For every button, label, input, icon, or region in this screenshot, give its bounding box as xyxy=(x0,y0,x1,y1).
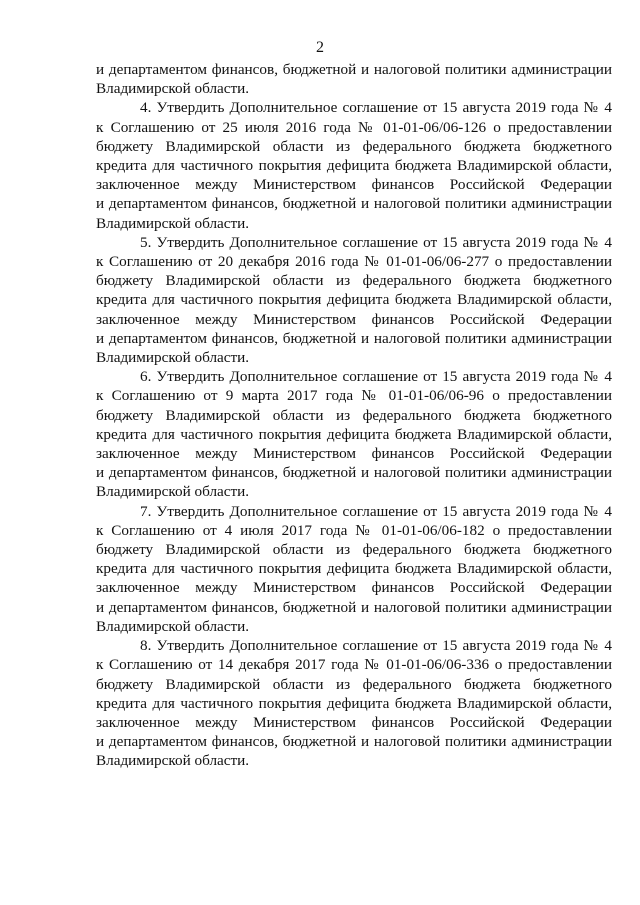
text-line: и департаментом финансов, бюджетной и налоговой политики администрации xyxy=(96,464,612,482)
text-line: и департаментом финансов, бюджетной и налоговой политики администрации xyxy=(96,598,612,616)
text-line: кредита для частичного покрытия дефицита бюджета Владимирской области, xyxy=(96,291,612,309)
text-line: Владимирской области. xyxy=(96,617,250,635)
paragraph xyxy=(96,367,612,501)
text-line: кредита для частичного покрытия дефицита бюджета Владимирской области, xyxy=(96,560,612,578)
text-line: 4. Утвердить Дополнительное соглашение от 15 августа 2019 года № 4 xyxy=(140,99,612,117)
text-line: кредита для частичного покрытия дефицита бюджета Владимирской области, xyxy=(96,425,612,443)
text-line: и департаментом финансов, бюджетной и налоговой политики администрации xyxy=(96,733,612,751)
text-line: заключенное между Министерством финансов Российской Федерации xyxy=(96,310,612,328)
text-line: к Соглашению от 9 марта 2017 года № 01-01-06/06-96 о предоставлении xyxy=(96,387,612,405)
text-line: и департаментом финансов, бюджетной и налоговой политики администрации xyxy=(96,61,612,78)
text-line: 6. Утвердить Дополнительное соглашение от 15 августа 2019 года № 4 xyxy=(140,368,612,386)
text-line: заключенное между Министерством финансов Российской Федерации xyxy=(96,445,612,463)
text-line: заключенное между Министерством финансов Российской Федерации xyxy=(96,713,612,731)
text-line: к Соглашению от 25 июля 2016 года № 01-01-06/06-126 о предоставлении xyxy=(96,118,612,136)
paragraph xyxy=(96,60,612,98)
text-line: 8. Утвердить Дополнительное соглашение от 15 августа 2019 года № 4 xyxy=(140,637,612,655)
paragraph xyxy=(96,98,612,232)
text-line: кредита для частичного покрытия дефицита бюджета Владимирской области, xyxy=(96,694,612,712)
text-line: 5. Утвердить Дополнительное соглашение от 15 августа 2019 года № 4 xyxy=(140,233,612,251)
text-line: кредита для частичного покрытия дефицита бюджета Владимирской области, xyxy=(96,157,612,175)
text-line: бюджету Владимирской области из федерального бюджета бюджетного xyxy=(96,406,612,424)
text-line: бюджету Владимирской области из федерального бюджета бюджетного xyxy=(96,541,612,559)
text-line: заключенное между Министерством финансов Российской Федерации xyxy=(96,176,612,194)
text-line: Владимирской области. xyxy=(96,752,250,770)
text-line: Владимирской области. xyxy=(96,214,250,232)
text-line: к Соглашению от 4 июля 2017 года № 01-01-06/06-182 о предоставлении xyxy=(96,521,612,539)
paragraph xyxy=(96,502,612,636)
text-line: бюджету Владимирской области из федерального бюджета бюджетного xyxy=(96,675,612,693)
text-line: Владимирской области. xyxy=(96,80,250,98)
text-line: и департаментом финансов, бюджетной и налоговой политики администрации xyxy=(96,329,612,347)
text-line: к Соглашению от 14 декабря 2017 года № 01-01-06/06-336 о предоставлении xyxy=(96,656,612,674)
text-line: бюджету Владимирской области из федерального бюджета бюджетного xyxy=(96,137,612,155)
paragraph xyxy=(96,636,612,770)
text-line: Владимирской области. xyxy=(96,483,250,501)
text-line: заключенное между Министерством финансов Российской Федерации xyxy=(96,579,612,597)
text-line: Владимирской области. xyxy=(96,349,250,367)
document-body xyxy=(96,60,612,771)
text-line: 7. Утвердить Дополнительное соглашение от 15 августа 2019 года № 4 xyxy=(140,502,612,520)
text-line: к Соглашению от 20 декабря 2016 года № 01-01-06/06-277 о предоставлении xyxy=(96,253,612,271)
page-number: 2 xyxy=(316,39,324,56)
paragraph xyxy=(96,233,612,367)
text-line: и департаментом финансов, бюджетной и налоговой политики администрации xyxy=(96,195,612,213)
text-line: бюджету Владимирской области из федерального бюджета бюджетного xyxy=(96,272,612,290)
